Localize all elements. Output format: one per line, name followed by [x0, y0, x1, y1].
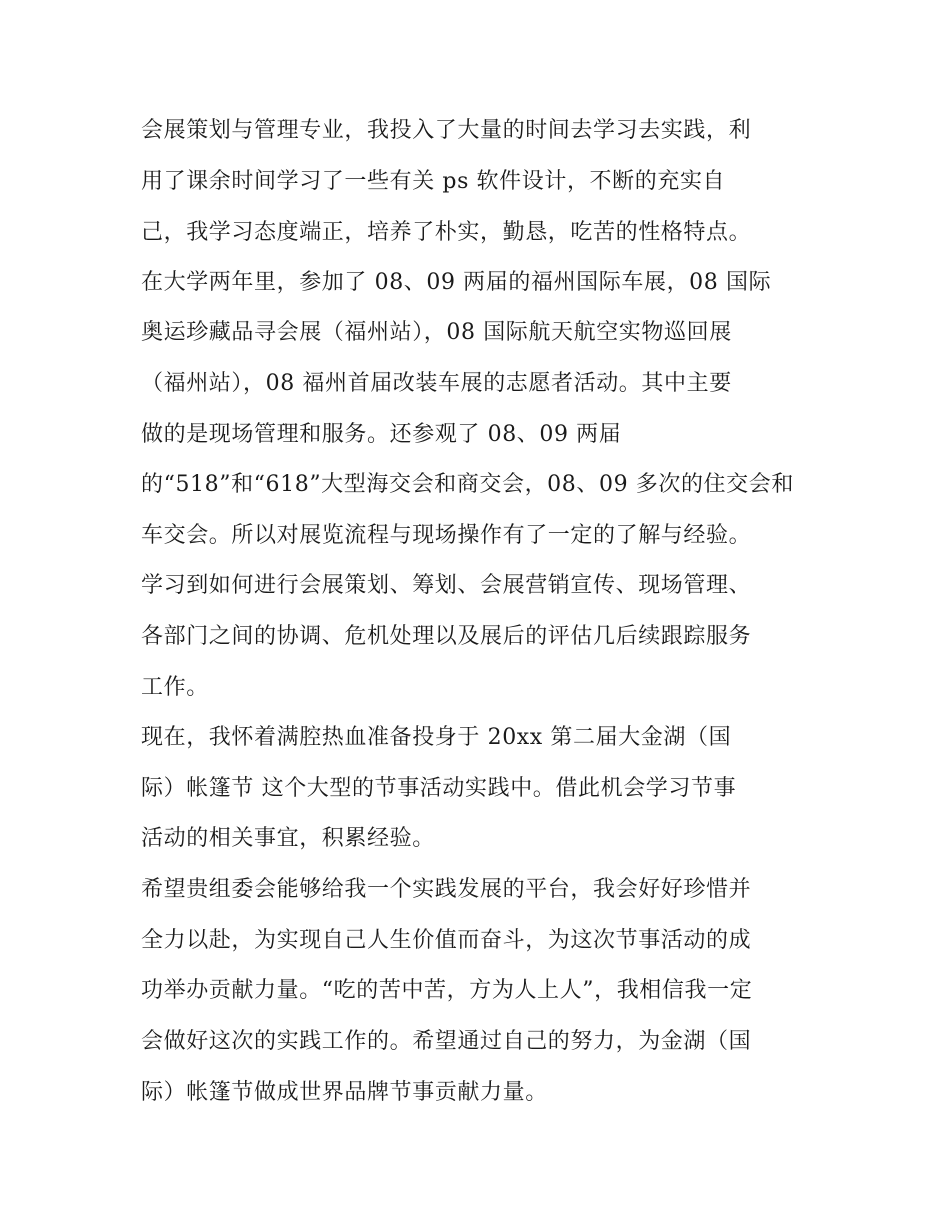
text-line: 车交会。所以对展览流程与现场操作有了一定的了解与经验。: [141, 523, 752, 548]
text-line: 希望贵组委会能够给我一个实践发展的平台，我会好好珍惜并: [141, 877, 752, 902]
text-line: 活动的相关事宜，积累经验。: [141, 826, 435, 851]
text-line: 工作。: [141, 675, 209, 700]
text-line: 的“518”和“618”大型海交会和商交会，08、09 多次的住交会和: [141, 472, 794, 497]
text-line: 奥运珍藏品寻会展（福州站），08 国际航天航空实物巡回展: [141, 320, 732, 345]
text-line: 做的是现场管理和服务。还参观了 08、09 两届: [141, 422, 622, 447]
text-line: 会做好这次的实践工作的。希望通过自己的努力，为金湖（国: [141, 1029, 752, 1054]
text-line: 己，我学习态度端正，培养了朴实，勤恳，吃苦的性格特点。: [141, 220, 752, 245]
text-line: 功举办贡献力量。“吃的苦中苦，方为人上人”，我相信我一定: [141, 978, 753, 1003]
text-line: 用了课余时间学习了一些有关 ps 软件设计，不断的充实自: [141, 169, 726, 194]
text-line: 际）帐篷节 这个大型的节事活动实践中。借此机会学习节事: [141, 776, 737, 801]
text-line: 在大学两年里，参加了 08、09 两届的福州国际车展，08 国际: [141, 270, 772, 295]
text-line: 会展策划与管理专业，我投入了大量的时间去学习去实践，利: [141, 118, 752, 143]
text-line: 各部门之间的协调、危机处理以及展后的评估几后续跟踪服务: [141, 624, 752, 649]
text-line: （福州站），08 福州首届改装车展的志愿者活动。其中主要: [141, 371, 732, 396]
text-line: 现在，我怀着满腔热血准备投身于 20xx 第二届大金湖（国: [141, 725, 732, 750]
text-line: 学习到如何进行会展策划、筹划、会展营销宣传、现场管理、: [141, 573, 752, 598]
text-line: 全力以赴，为实现自己人生价值而奋斗，为这次节事活动的成: [141, 928, 752, 953]
text-line: 际）帐篷节做成世界品牌节事贡献力量。: [141, 1080, 548, 1105]
